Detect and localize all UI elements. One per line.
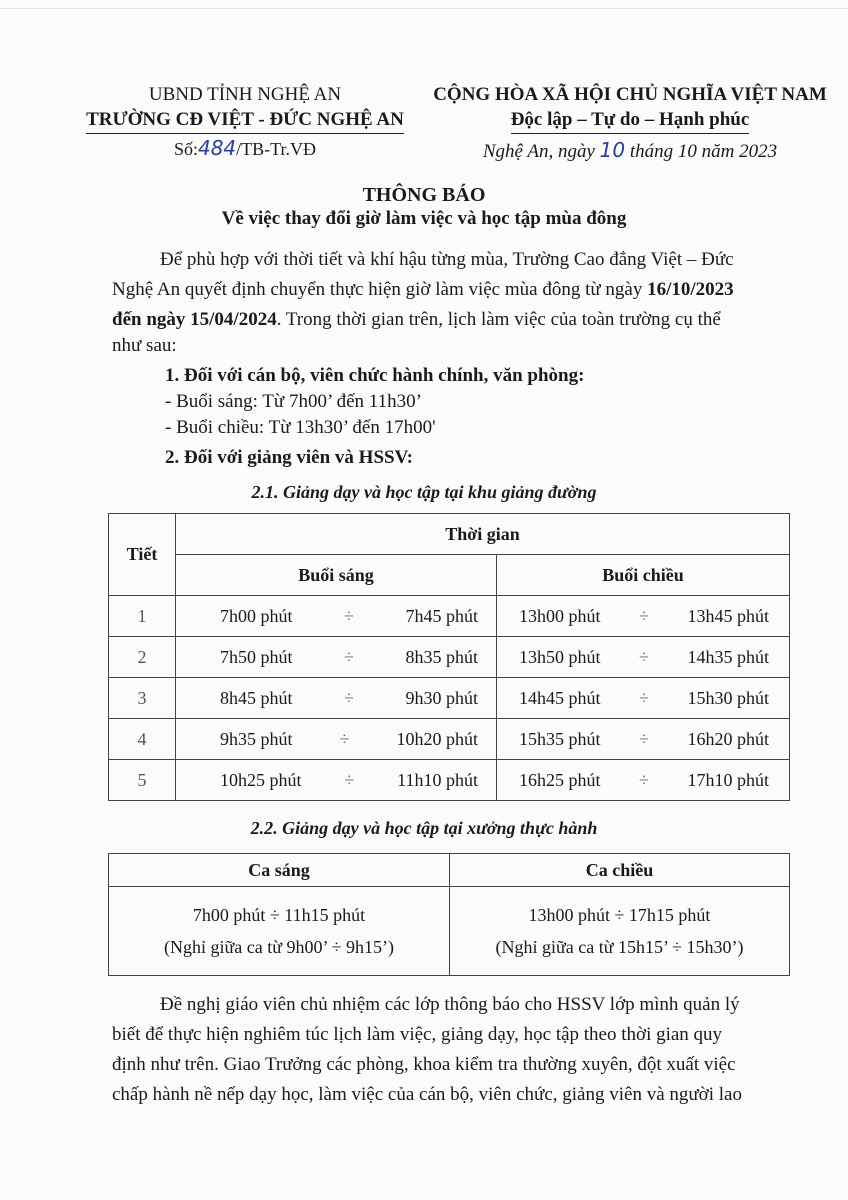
range-separator: ÷ xyxy=(639,646,649,667)
period-cell: 3 xyxy=(109,678,176,719)
morning-end: 11h10 phút xyxy=(397,769,478,790)
header-afternoon-shift: Ca chiều xyxy=(450,854,790,887)
morning-shift-time: 7h00 phút ÷ 11h15 phút xyxy=(192,905,366,925)
range-separator: ÷ xyxy=(639,687,649,708)
nation-name: CỘNG HÒA XÃ HỘI CHỦ NGHĨA VIỆT NAM xyxy=(433,84,827,105)
table-row xyxy=(109,678,790,719)
range-separator: ÷ xyxy=(639,728,649,749)
afternoon-end: 15h30 phút xyxy=(687,687,769,708)
header-afternoon: Buổi chiều xyxy=(497,555,790,596)
range-separator: ÷ xyxy=(344,646,354,667)
range-separator: ÷ xyxy=(344,687,354,708)
intro-line-2 xyxy=(112,275,782,305)
morning-time-cell xyxy=(176,637,497,678)
afternoon-time-cell xyxy=(497,637,790,678)
doc-no-suffix: /TB-Tr.VĐ xyxy=(236,139,317,159)
closing-line-4: chấp hành nề nếp dạy học, làm việc của cán bộ, viên chức, giảng viên và người lao xyxy=(112,1084,742,1105)
date-day-handwritten: 10 xyxy=(599,138,626,162)
intro-line-1: Để phù hợp với thời tiết và khí hậu từng mùa, Trường Cao đẳng Việt – Đức xyxy=(160,249,734,270)
table-row xyxy=(109,760,790,801)
scan-edge-line xyxy=(0,8,848,9)
national-motto: Độc lập – Tự do – Hạnh phúc xyxy=(511,107,750,134)
afternoon-start: 16h25 phút xyxy=(519,769,601,790)
document-subtitle: Về việc thay đổi giờ làm việc và học tập mùa đông xyxy=(221,208,627,229)
morning-start: 8h45 phút xyxy=(220,687,293,708)
issue-date xyxy=(420,138,840,163)
header-time: Thời gian xyxy=(176,514,790,555)
afternoon-end: 16h20 phút xyxy=(687,728,769,749)
intro-line-3-text: . Trong thời gian trên, lịch làm việc của toàn trường cụ thể xyxy=(276,309,721,330)
table-row xyxy=(109,719,790,760)
morning-end: 9h30 phút xyxy=(405,687,478,708)
issuer-parent: UBND TỈNH NGHỆ AN xyxy=(148,84,342,105)
afternoon-shift-cell xyxy=(450,887,790,976)
section-1-heading: 1. Đối với cán bộ, viên chức hành chính, văn phòng: xyxy=(165,365,585,386)
issuer-name: TRƯỜNG CĐ VIỆT - ĐỨC NGHỆ AN xyxy=(86,107,404,134)
period-cell: 5 xyxy=(109,760,176,801)
afternoon-time-cell xyxy=(497,678,790,719)
workshop-schedule-table xyxy=(108,853,790,976)
document-number xyxy=(60,136,430,160)
morning-start: 9h35 phút xyxy=(220,728,293,749)
range-separator: ÷ xyxy=(339,728,350,749)
doc-no-prefix: Số: xyxy=(173,139,198,159)
intro-end-date: đến ngày 15/04/2024 xyxy=(112,309,277,330)
range-separator: ÷ xyxy=(344,769,355,790)
header-morning-shift: Ca sáng xyxy=(109,854,450,887)
afternoon-shift-time: 13h00 phút ÷ 17h15 phút xyxy=(528,905,711,925)
section-1-morning: - Buổi sáng: Từ 7h00’ đến 11h30’ xyxy=(165,391,422,412)
morning-start: 7h00 phút xyxy=(220,605,293,626)
morning-start: 7h50 phút xyxy=(220,646,293,667)
morning-end: 10h20 phút xyxy=(396,728,478,749)
closing-line-1: Đề nghị giáo viên chủ nhiệm các lớp thông báo cho HSSV lớp mình quản lý xyxy=(160,994,740,1015)
afternoon-start: 13h50 phút xyxy=(519,646,601,667)
afternoon-time-cell xyxy=(497,760,790,801)
closing-line-3: định như trên. Giao Trưởng các phòng, khoa kiểm tra thường xuyên, đột xuất việc xyxy=(112,1054,736,1075)
afternoon-start: 14h45 phút xyxy=(519,687,601,708)
morning-time-cell xyxy=(176,760,497,801)
range-separator: ÷ xyxy=(344,605,354,626)
morning-end: 7h45 phút xyxy=(405,605,478,626)
header-period: Tiết xyxy=(109,514,176,596)
afternoon-shift-break: (Nghỉ giữa ca từ 15h15’ ÷ 15h30’) xyxy=(495,937,744,957)
intro-start-date: 16/10/2023 xyxy=(647,279,734,300)
section-1-afternoon: - Buổi chiều: Từ 13h30’ đến 17h00' xyxy=(165,417,436,438)
issuer-block xyxy=(60,82,430,134)
morning-shift-break: (Nghỉ giữa ca từ 9h00’ ÷ 9h15’) xyxy=(163,937,394,957)
table-2-caption: 2.2. Giảng dạy và học tập tại xưởng thực hành xyxy=(250,818,598,838)
section-2-heading: 2. Đối với giảng viên và HSSV: xyxy=(165,447,413,468)
date-suffix: tháng 10 năm 2023 xyxy=(629,141,778,162)
document-title: THÔNG BÁO xyxy=(362,184,486,206)
date-prefix: Nghệ An, ngày xyxy=(482,141,595,162)
header-morning: Buổi sáng xyxy=(176,555,497,596)
intro-line-4: như sau: xyxy=(112,335,177,356)
period-cell: 2 xyxy=(109,637,176,678)
afternoon-start: 13h00 phút xyxy=(519,605,601,626)
intro-line-2-text: Nghệ An quyết định chuyển thực hiện giờ làm việc mùa đông từ ngày xyxy=(112,279,648,300)
lecture-hall-schedule-table xyxy=(108,513,790,801)
period-cell: 4 xyxy=(109,719,176,760)
range-separator: ÷ xyxy=(639,769,649,790)
morning-time-cell xyxy=(176,596,497,637)
morning-time-cell xyxy=(176,678,497,719)
period-cell: 1 xyxy=(109,596,176,637)
afternoon-time-cell xyxy=(497,596,790,637)
morning-shift-cell xyxy=(109,887,450,976)
national-header xyxy=(420,82,840,134)
afternoon-end: 13h45 phút xyxy=(687,605,769,626)
table-row xyxy=(109,596,790,637)
range-separator: ÷ xyxy=(639,605,649,626)
afternoon-end: 14h35 phút xyxy=(687,646,769,667)
morning-end: 8h35 phút xyxy=(405,646,478,667)
morning-start: 10h25 phút xyxy=(220,769,302,790)
afternoon-time-cell xyxy=(497,719,790,760)
table-1-caption: 2.1. Giảng dạy và học tập tại khu giảng đường xyxy=(251,482,597,502)
afternoon-end: 17h10 phút xyxy=(687,769,769,790)
doc-no-handwritten: 484 xyxy=(197,136,237,160)
morning-time-cell xyxy=(176,719,497,760)
afternoon-start: 15h35 phút xyxy=(519,728,601,749)
closing-line-2: biết để thực hiện nghiêm túc lịch làm việc, giảng dạy, học tập theo thời gian quy xyxy=(112,1024,723,1045)
table-row xyxy=(109,637,790,678)
